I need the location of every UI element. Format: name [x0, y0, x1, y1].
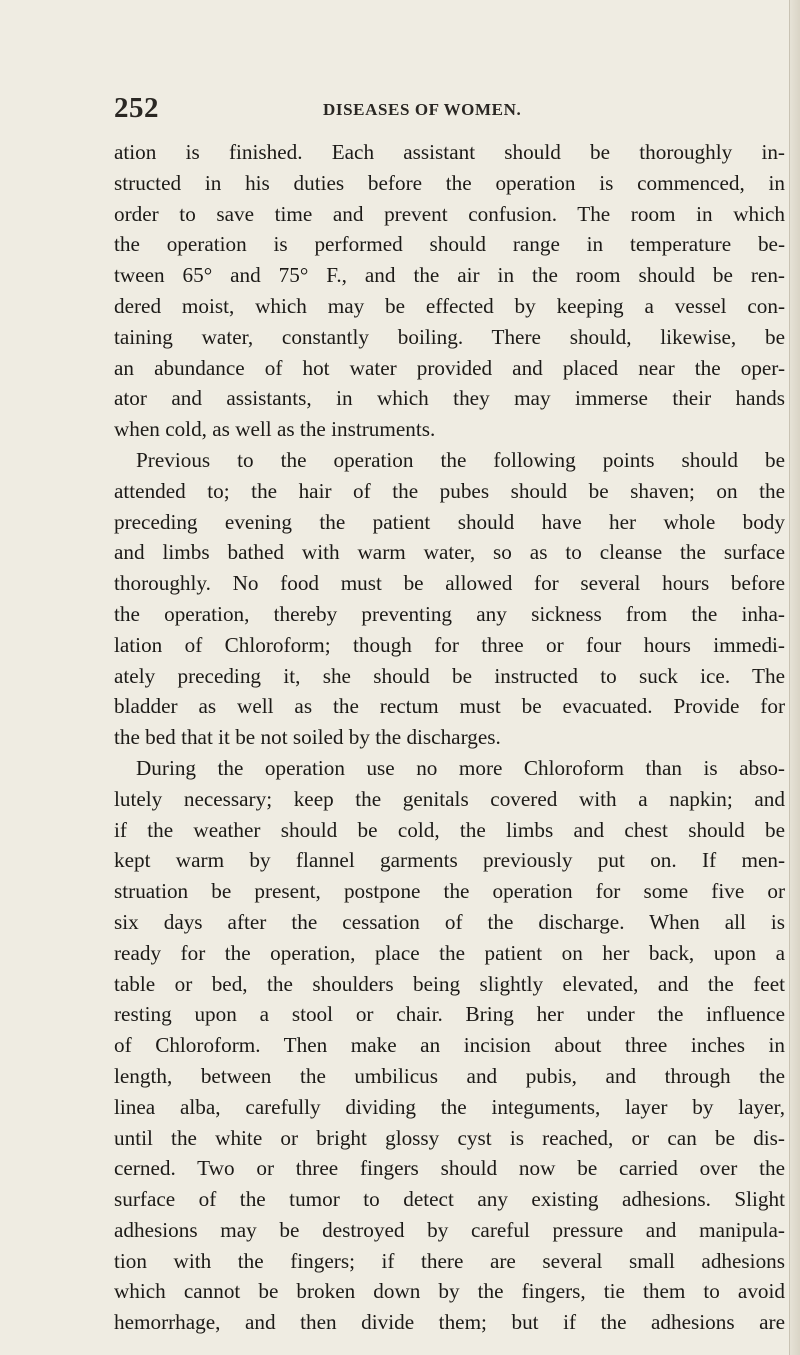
text-line: taining water, constantly boiling. There should, likewise, be: [114, 324, 785, 349]
text-line: structed in his duties before the operation is commenced, in: [114, 170, 785, 195]
text-line: adhesions may be destroyed by careful pressure and manipula-: [114, 1217, 785, 1242]
text-line: ready for the operation, place the patient on her back, upon a: [114, 940, 785, 965]
running-head: DISEASES OF WOMEN.: [323, 100, 522, 119]
text-line: struation be present, postpone the operation for some five or: [114, 879, 785, 904]
text-line: resting upon a stool or chair. Bring her under the influence: [114, 1002, 785, 1027]
text-line: table or bed, the shoulders being slightly elevated, and the feet: [114, 971, 785, 996]
paragraph-start-line: During the operation use no more Chloroform than is abso-: [136, 755, 785, 780]
text-line: ately preceding it, she should be instructed to suck ice. The: [114, 663, 785, 688]
text-line: lation of Chloroform; though for three or four hours immedi-: [114, 632, 785, 657]
text-line: thoroughly. No food must be allowed for several hours before: [114, 571, 785, 596]
text-line: surface of the tumor to detect any existing adhesions. Slight: [114, 1187, 785, 1212]
page-number: 252: [114, 92, 159, 124]
text-line: the operation, thereby preventing any sickness from the inha-: [114, 601, 785, 626]
text-line: linea alba, carefully dividing the integuments, layer by layer,: [114, 1094, 785, 1119]
text-line: until the white or bright glossy cyst is reached, or can be dis-: [114, 1125, 785, 1150]
text-line: of Chloroform. Then make an incision about three inches in: [114, 1033, 785, 1058]
text-line: dered moist, which may be effected by keeping a vessel con-: [114, 293, 785, 318]
text-line: preceding evening the patient should have her whole body: [114, 509, 785, 534]
text-line: six days after the cessation of the discharge. When all is: [114, 909, 785, 934]
text-line: the bed that it be not soiled by the discharges.: [114, 725, 501, 750]
paragraph-start-line: Previous to the operation the following points should be: [136, 447, 785, 472]
text-line: length, between the umbilicus and pubis, and through the: [114, 1063, 785, 1088]
page-edge: [789, 0, 800, 1355]
text-line: cerned. Two or three fingers should now be carried over the: [114, 1156, 785, 1181]
text-line: attended to; the hair of the pubes should be shaven; on the: [114, 478, 785, 503]
text-line: an abundance of hot water provided and placed near the oper-: [114, 355, 785, 380]
text-line: lutely necessary; keep the genitals covered with a napkin; and: [114, 786, 785, 811]
page-header: [114, 88, 674, 128]
text-line: tion with the fingers; if there are several small adhesions: [114, 1248, 785, 1273]
text-line: when cold, as well as the instruments.: [114, 417, 436, 442]
text-line: bladder as well as the rectum must be evacuated. Provide for: [114, 694, 785, 719]
text-line: tween 65° and 75° F., and the air in the room should be ren-: [114, 263, 785, 288]
text-line: and limbs bathed with warm water, so as to cleanse the surface: [114, 540, 785, 565]
text-line: kept warm by flannel garments previously put on. If men-: [114, 848, 785, 873]
text-line: hemorrhage, and then divide them; but if the adhesions are: [114, 1310, 785, 1335]
text-line: if the weather should be cold, the limbs and chest should be: [114, 817, 785, 842]
text-line: ator and assistants, in which they may immerse their hands: [114, 386, 785, 411]
text-line: ation is finished. Each assistant should be thoroughly in-: [114, 140, 785, 164]
text-line: order to save time and prevent confusion. The room in which: [114, 201, 785, 226]
body-text: [114, 137, 785, 1338]
text-line: which cannot be broken down by the fingers, tie them to avoid: [114, 1279, 785, 1304]
text-line: the operation is performed should range in temperature be-: [114, 232, 785, 257]
